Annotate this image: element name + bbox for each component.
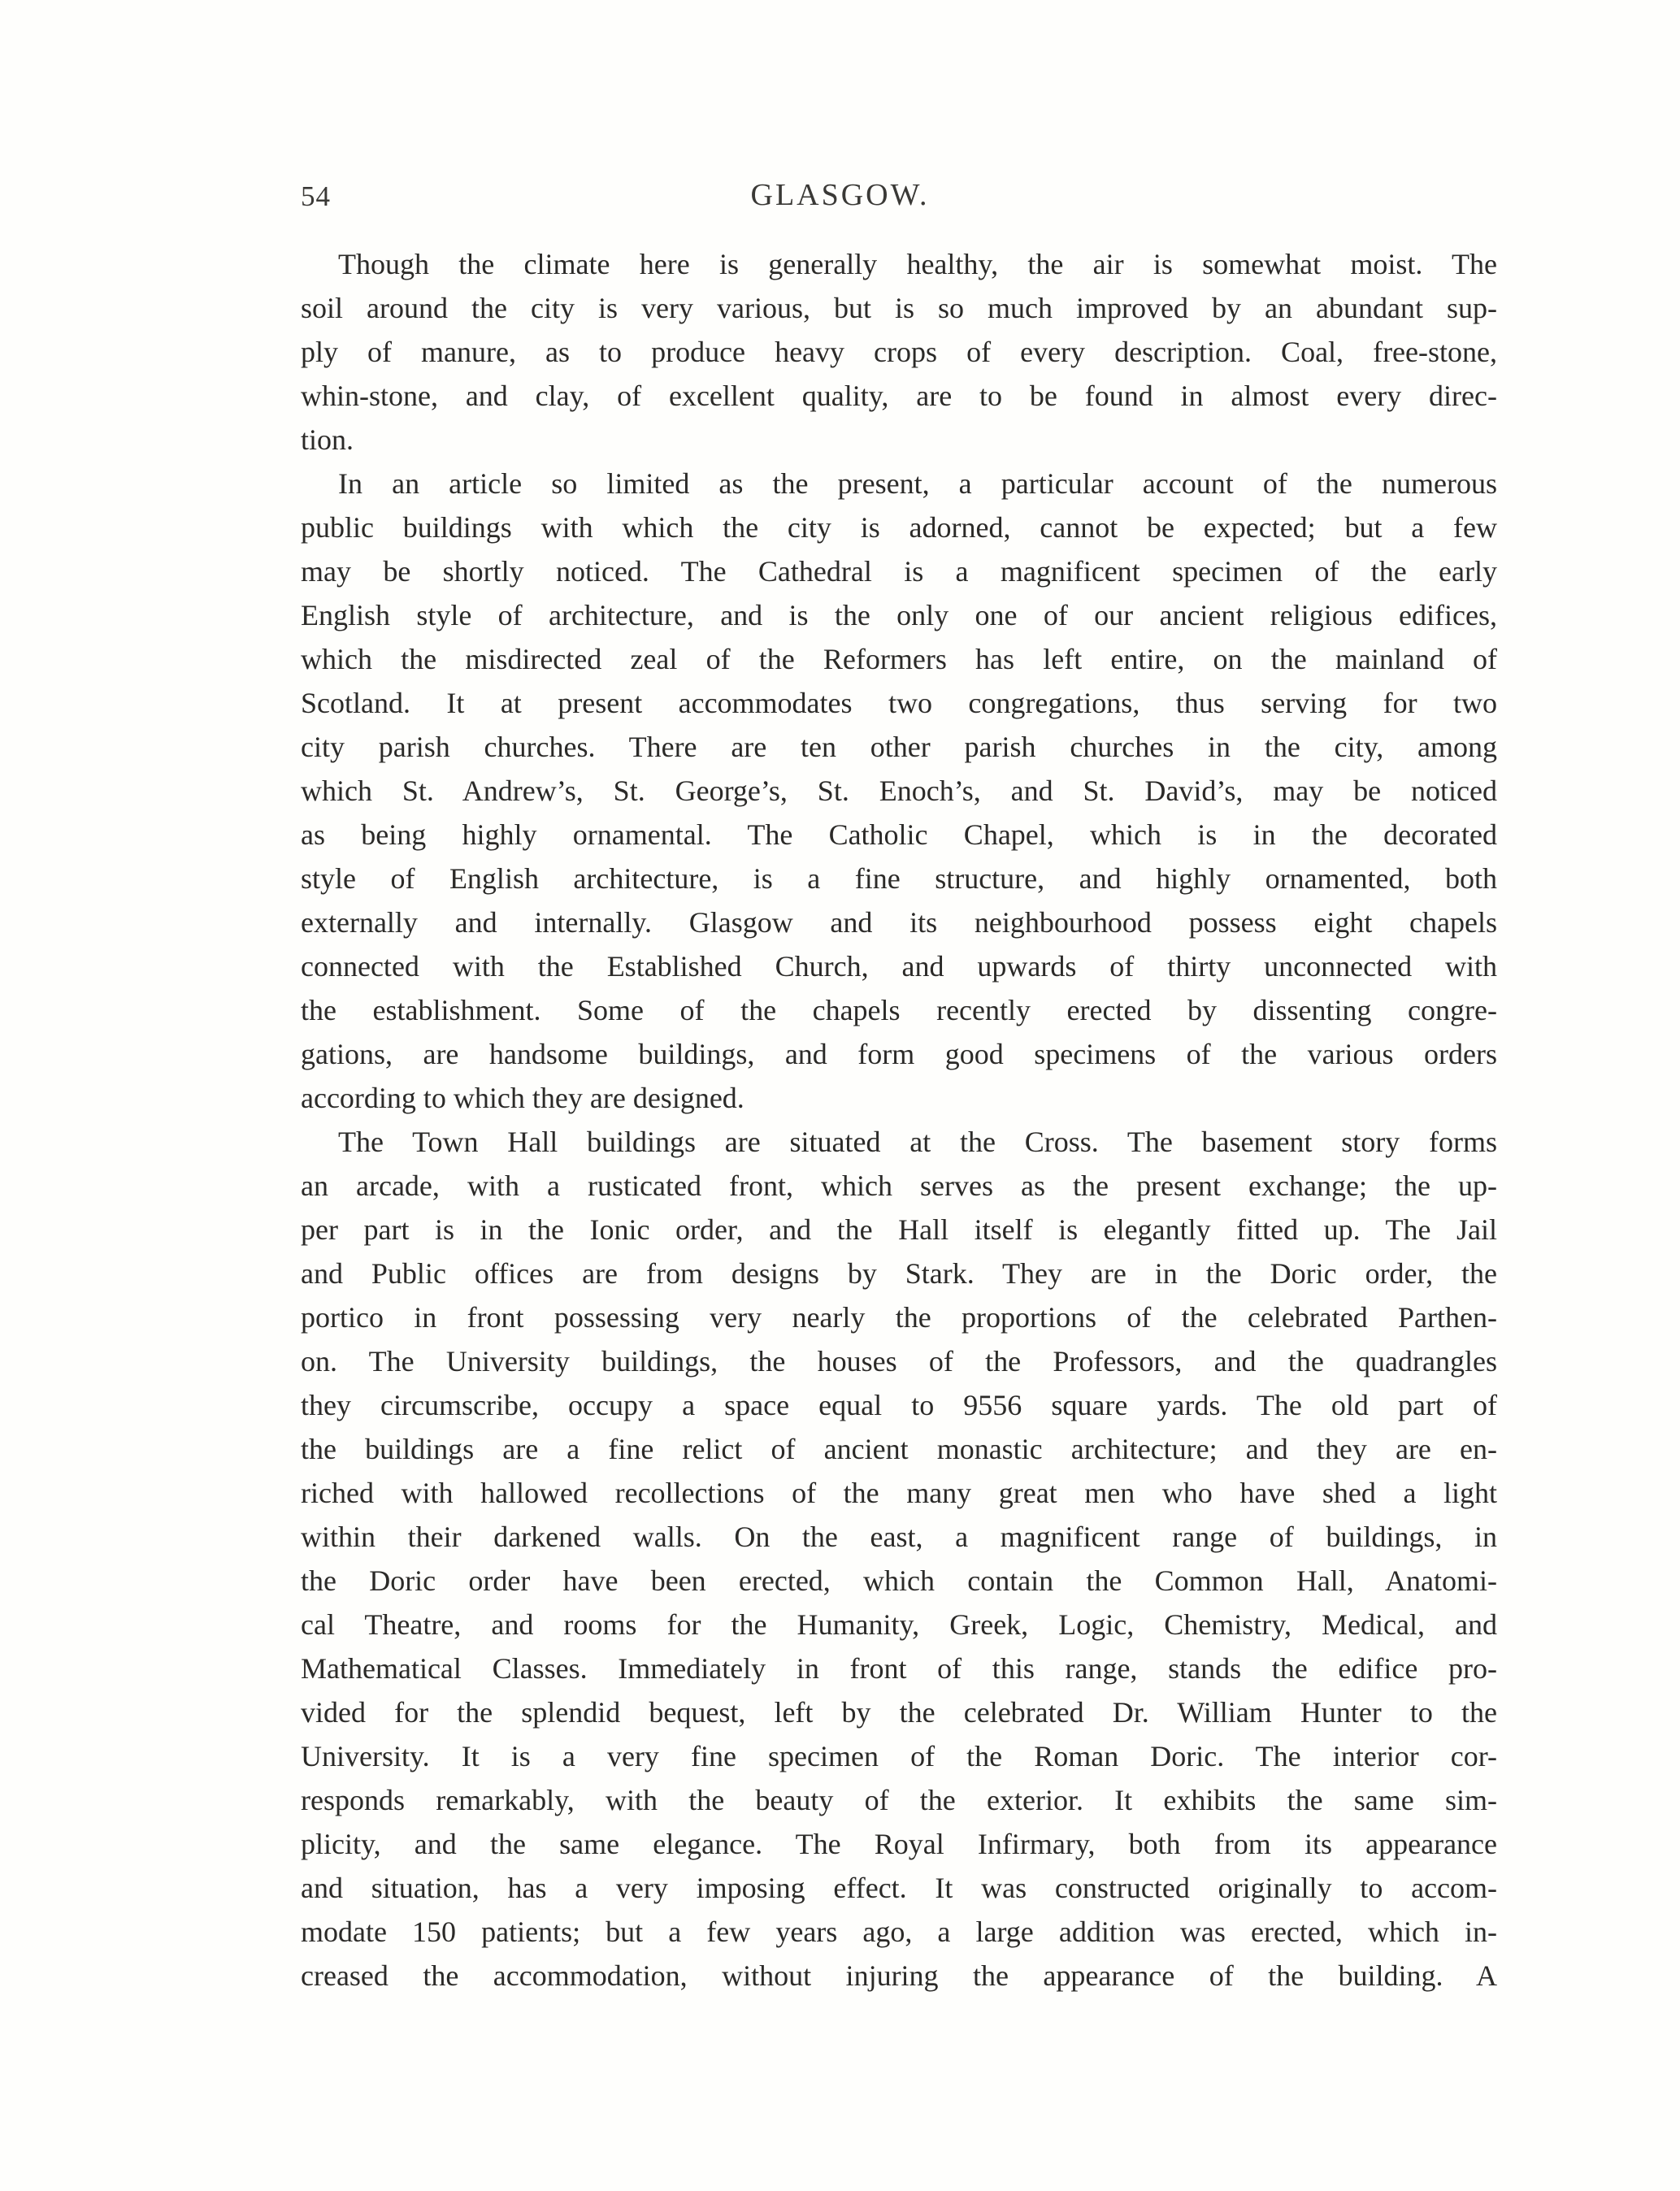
text-line: as being highly ornamental. The Catholic Chapel, which is in the decorated — [301, 818, 1497, 851]
text-line: they circumscribe, occupy a space equal to 9556 square yards. The old part of — [301, 1389, 1497, 1421]
text-line: on. The University buildings, the houses of the Professors, and the quadrangles — [301, 1345, 1497, 1378]
text-line: tion. — [301, 423, 354, 456]
text-line: public buildings with which the city is adorned, cannot be expected; but a few — [301, 511, 1497, 544]
text-line: per part is in the Ionic order, and the Hall itself is elegantly fitted up. The Jail — [301, 1213, 1497, 1246]
text-line: riched with hallowed recollections of the many great men who have shed a light — [301, 1477, 1497, 1509]
text-line: Though the climate here is generally healthy, the air is somewhat moist. The — [338, 248, 1497, 280]
text-line: may be shortly noticed. The Cathedral is a magnificent specimen of the early — [301, 555, 1497, 588]
text-line: The Town Hall buildings are situated at the Cross. The basement story forms — [338, 1126, 1497, 1158]
text-line: In an article so limited as the present, a particular account of the numerous — [338, 467, 1497, 500]
text-line: connected with the Established Church, and upwards of thirty unconnected with — [301, 950, 1497, 983]
text-line: ply of manure, as to produce heavy crops of every description. Coal, free-stone, — [301, 336, 1497, 368]
text-line: English style of architecture, and is the only one of our ancient religious edifices, — [301, 599, 1497, 631]
text-line: externally and internally. Glasgow and its neighbourhood possess eight chapels — [301, 906, 1497, 939]
text-line: Scotland. It at present accommodates two congregations, thus serving for two — [301, 687, 1497, 719]
text-line: cal Theatre, and rooms for the Humanity, Greek, Logic, Chemistry, Medical, and — [301, 1608, 1497, 1641]
text-line: Mathematical Classes. Immediately in front of this range, stands the edifice pro- — [301, 1652, 1497, 1685]
text-line: the Doric order have been erected, which contain the Common Hall, Anatomi- — [301, 1564, 1497, 1597]
text-line: creased the accommodation, without injuring the appearance of the building. A — [301, 1959, 1497, 1992]
body-text — [301, 242, 1497, 1998]
text-line: within their darkened walls. On the east, a magnificent range of buildings, in — [301, 1521, 1497, 1553]
text-line: vided for the splendid bequest, left by the celebrated Dr. William Hunter to the — [301, 1696, 1497, 1729]
text-line: soil around the city is very various, but is so much improved by an abundant sup- — [301, 292, 1497, 324]
text-line: plicity, and the same elegance. The Royal Infirmary, both from its appearance — [301, 1828, 1497, 1860]
text-line: which St. Andrew’s, St. George’s, St. Enoch’s, and St. David’s, may be noticed — [301, 774, 1497, 807]
text-line: and Public offices are from designs by Stark. They are in the Doric order, the — [301, 1257, 1497, 1290]
text-line: and situation, has a very imposing effect. It was constructed originally to accom- — [301, 1872, 1497, 1904]
running-title: GLASGOW. — [750, 178, 930, 212]
text-line: which the misdirected zeal of the Reformers has left entire, on the mainland of — [301, 643, 1497, 675]
text-line: style of English architecture, is a fine structure, and highly ornamented, both — [301, 862, 1497, 895]
text-line: University. It is a very fine specimen of the Roman Doric. The interior cor- — [301, 1740, 1497, 1772]
text-line: responds remarkably, with the beauty of the exterior. It exhibits the same sim- — [301, 1784, 1497, 1816]
text-line: gations, are handsome buildings, and form good specimens of the various orders — [301, 1038, 1497, 1070]
text-line: city parish churches. There are ten other parish churches in the city, among — [301, 731, 1497, 763]
text-line: the establishment. Some of the chapels recently erected by dissenting congre- — [301, 994, 1497, 1026]
text-line: the buildings are a fine relict of ancient monastic architecture; and they are en- — [301, 1433, 1497, 1465]
text-line: according to which they are designed. — [301, 1082, 744, 1114]
text-line: an arcade, with a rusticated front, which serves as the present exchange; the up- — [301, 1169, 1497, 1202]
text-line: whin-stone, and clay, of excellent quality, are to be found in almost every direc- — [301, 380, 1497, 412]
page-number: 54 — [301, 180, 331, 212]
text-line: modate 150 patients; but a few years ago, a large addition was erected, which in- — [301, 1915, 1497, 1948]
text-line: portico in front possessing very nearly the proportions of the celebrated Parthen- — [301, 1301, 1497, 1334]
